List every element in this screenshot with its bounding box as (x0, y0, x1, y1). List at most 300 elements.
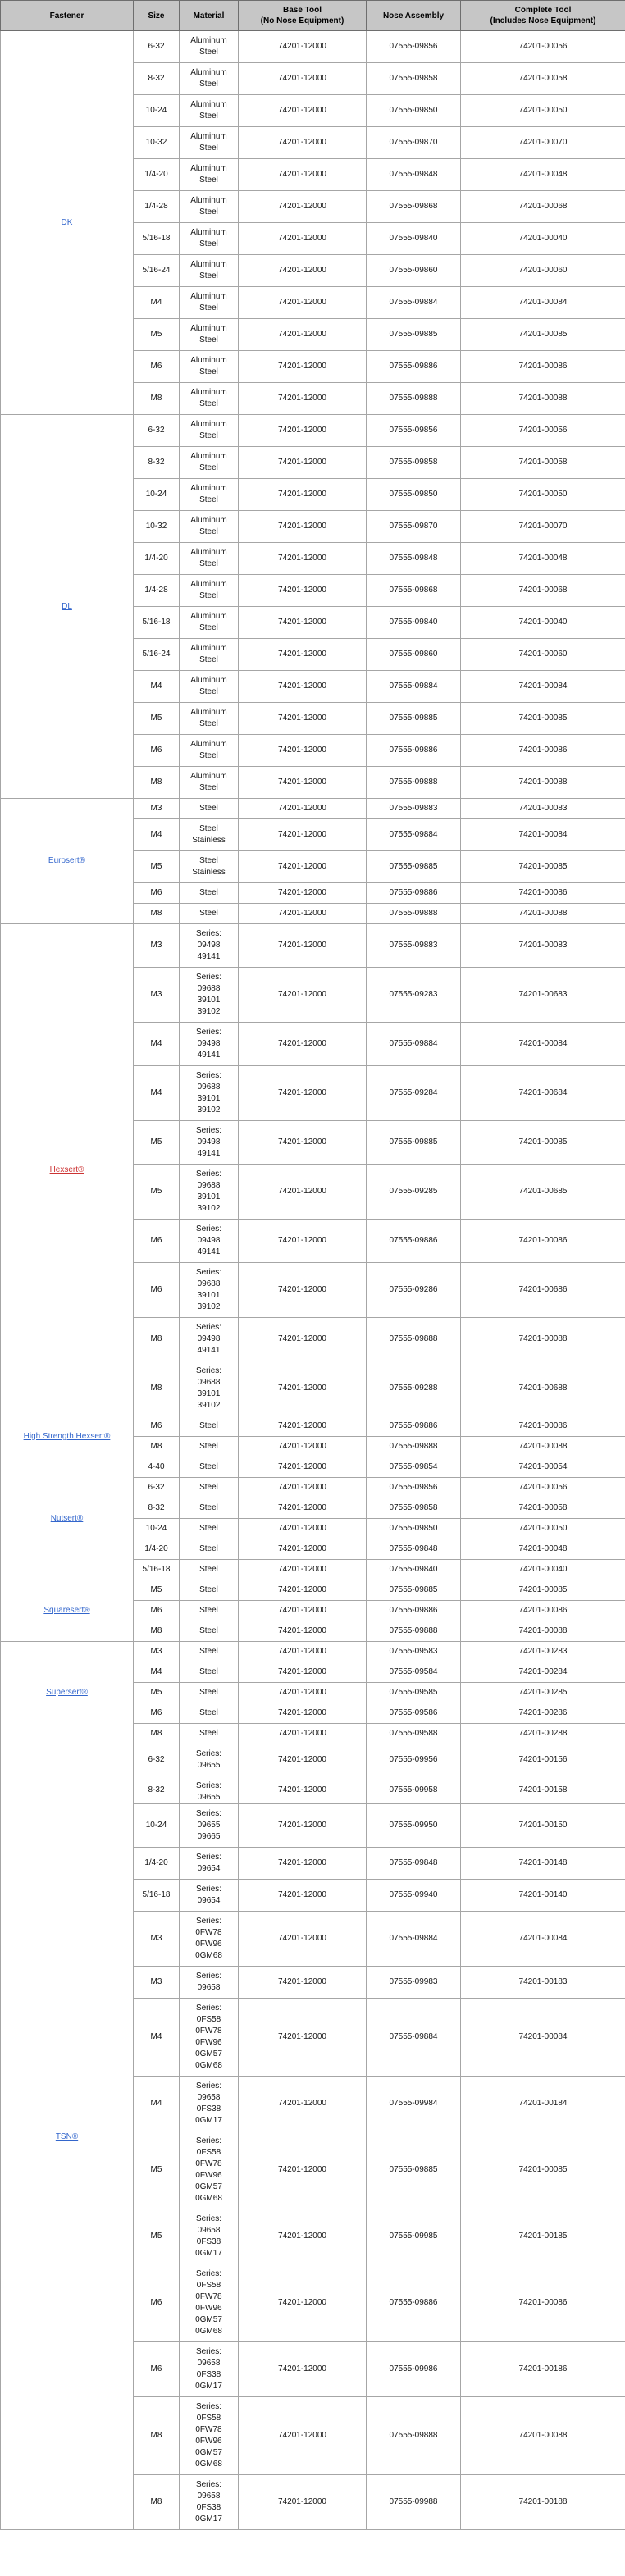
material-text: Aluminum Steel (190, 164, 227, 185)
base-tool-cell: 74201-12000 (239, 95, 367, 127)
base-tool-cell: 74201-12000 (239, 2475, 367, 2530)
col-header-size (134, 1, 180, 31)
table-row (1, 1416, 625, 1437)
base-tool-cell: 74201-12000 (239, 904, 367, 924)
nose-assembly-cell: 07555-09888 (367, 383, 461, 415)
size-cell: 10-32 (134, 511, 180, 543)
complete-tool-cell: 74201-00058 (461, 447, 625, 479)
material-cell (180, 2209, 239, 2264)
material-cell (180, 1498, 239, 1519)
table-row (1, 1457, 625, 1478)
size-cell: 5/16-18 (134, 607, 180, 639)
fastener-link-nutsert[interactable]: Nutsert® (50, 1513, 84, 1523)
size-cell: 8-32 (134, 63, 180, 95)
header-row (1, 1, 625, 31)
material-cell (180, 1519, 239, 1539)
fastener-cell-supersert (1, 1642, 134, 1744)
material-cell (180, 904, 239, 924)
material-text: Aluminum Steel (190, 516, 227, 536)
size-cell: 10-24 (134, 479, 180, 511)
base-tool-cell: 74201-12000 (239, 819, 367, 851)
nose-assembly-cell: 07555-09958 (367, 1776, 461, 1804)
material-text: Aluminum Steel (190, 260, 227, 280)
nose-assembly-cell: 07555-09285 (367, 1165, 461, 1220)
base-tool-cell: 74201-12000 (239, 924, 367, 968)
size-cell: M4 (134, 1023, 180, 1066)
size-cell: M8 (134, 1724, 180, 1744)
material-cell (180, 63, 239, 95)
base-tool-cell: 74201-12000 (239, 1437, 367, 1457)
material-cell (180, 1457, 239, 1478)
complete-tool-cell: 74201-00070 (461, 511, 625, 543)
nose-assembly-cell: 07555-09883 (367, 799, 461, 819)
size-cell: M4 (134, 1066, 180, 1121)
nose-assembly-cell: 07555-09586 (367, 1703, 461, 1724)
complete-tool-cell: 74201-00086 (461, 1416, 625, 1437)
size-cell: 5/16-18 (134, 1880, 180, 1912)
material-cell (180, 1683, 239, 1703)
base-tool-cell: 74201-12000 (239, 2264, 367, 2342)
complete-tool-cell: 74201-00084 (461, 819, 625, 851)
base-tool-cell: 74201-12000 (239, 1724, 367, 1744)
complete-tool-cell: 74201-00048 (461, 543, 625, 575)
size-cell: 4-40 (134, 1457, 180, 1478)
complete-tool-cell: 74201-00056 (461, 415, 625, 447)
material-cell (180, 223, 239, 255)
base-tool-cell: 74201-12000 (239, 671, 367, 703)
material-cell (180, 1601, 239, 1621)
col-header-fastener (1, 1, 134, 31)
size-cell: 10-24 (134, 1519, 180, 1539)
material-text: Steel (199, 1626, 218, 1635)
material-cell (180, 1880, 239, 1912)
material-cell (180, 735, 239, 767)
size-cell: M6 (134, 2342, 180, 2397)
material-cell (180, 671, 239, 703)
material-text: Steel (199, 1483, 218, 1492)
size-cell: M4 (134, 671, 180, 703)
nose-assembly-cell: 07555-09860 (367, 639, 461, 671)
material-text: Series: 0FS58 0FW78 0FW96 0GM57 0GM68 (195, 2136, 222, 2203)
complete-tool-cell: 74201-00083 (461, 799, 625, 819)
base-tool-cell: 74201-12000 (239, 1478, 367, 1498)
complete-tool-cell: 74201-00056 (461, 1478, 625, 1498)
material-cell (180, 1539, 239, 1560)
base-tool-cell: 74201-12000 (239, 2397, 367, 2475)
size-cell: M5 (134, 851, 180, 883)
size-cell: M6 (134, 883, 180, 904)
material-cell (180, 255, 239, 287)
complete-tool-cell: 74201-00688 (461, 1361, 625, 1416)
base-tool-cell: 74201-12000 (239, 883, 367, 904)
complete-tool-cell: 74201-00058 (461, 63, 625, 95)
complete-tool-cell: 74201-00183 (461, 1967, 625, 1999)
material-text: Aluminum Steel (190, 324, 227, 344)
size-cell: M6 (134, 1601, 180, 1621)
col-header-nose-assembly (367, 1, 461, 31)
size-cell: M6 (134, 351, 180, 383)
nose-assembly-cell: 07555-09868 (367, 191, 461, 223)
nose-assembly-cell: 07555-09885 (367, 1580, 461, 1601)
size-cell: M8 (134, 1361, 180, 1416)
nose-assembly-cell: 07555-09850 (367, 479, 461, 511)
size-cell: M6 (134, 735, 180, 767)
material-cell (180, 1621, 239, 1642)
material-cell (180, 968, 239, 1023)
material-cell (180, 1912, 239, 1967)
nose-assembly-cell: 07555-09884 (367, 671, 461, 703)
size-cell: M6 (134, 2264, 180, 2342)
col-header-material-label: Material (193, 11, 225, 21)
nose-assembly-cell: 07555-09888 (367, 1437, 461, 1457)
material-text: Aluminum Steel (190, 292, 227, 312)
table-row (1, 31, 625, 63)
nose-assembly-cell: 07555-09885 (367, 851, 461, 883)
material-cell (180, 799, 239, 819)
col-header-complete-tool (461, 1, 625, 31)
table-body (1, 31, 625, 2530)
col-header-base-tool-line2: (No Nose Equipment) (260, 16, 344, 25)
material-cell (180, 1361, 239, 1416)
complete-tool-cell: 74201-00085 (461, 1580, 625, 1601)
size-cell: 5/16-18 (134, 223, 180, 255)
base-tool-cell: 74201-12000 (239, 1621, 367, 1642)
size-cell: M3 (134, 1967, 180, 1999)
nose-assembly-cell: 07555-09884 (367, 1912, 461, 1967)
base-tool-cell: 74201-12000 (239, 31, 367, 63)
base-tool-cell: 74201-12000 (239, 319, 367, 351)
nose-assembly-cell: 07555-09884 (367, 1023, 461, 1066)
size-cell: M3 (134, 1912, 180, 1967)
size-cell: M8 (134, 767, 180, 799)
material-text: Series: 09654 (195, 1853, 222, 1873)
material-text: Steel (199, 909, 218, 918)
material-text: Series: 09688 39101 39102 (195, 973, 222, 1016)
base-tool-cell: 74201-12000 (239, 1165, 367, 1220)
nose-assembly-cell: 07555-09860 (367, 255, 461, 287)
material-cell (180, 2077, 239, 2131)
nose-assembly-cell: 07555-09886 (367, 735, 461, 767)
nose-assembly-cell: 07555-09585 (367, 1683, 461, 1703)
nose-assembly-cell: 07555-09888 (367, 767, 461, 799)
fastener-link-dl[interactable]: DL (62, 601, 72, 611)
nose-assembly-cell: 07555-09840 (367, 223, 461, 255)
material-text: Steel (199, 1565, 218, 1574)
material-text: Steel (199, 1667, 218, 1676)
complete-tool-cell: 74201-00086 (461, 1220, 625, 1263)
material-text: Series: 09688 39101 39102 (195, 1366, 222, 1410)
base-tool-cell: 74201-12000 (239, 2131, 367, 2209)
nose-assembly-cell: 07555-09886 (367, 351, 461, 383)
base-tool-cell: 74201-12000 (239, 1642, 367, 1662)
nose-assembly-cell: 07555-09884 (367, 287, 461, 319)
fastener-cell-eurosert (1, 799, 134, 924)
nose-assembly-cell: 07555-09985 (367, 2209, 461, 2264)
base-tool-cell: 74201-12000 (239, 223, 367, 255)
size-cell: 5/16-24 (134, 639, 180, 671)
base-tool-cell: 74201-12000 (239, 1519, 367, 1539)
complete-tool-cell: 74201-00050 (461, 479, 625, 511)
base-tool-cell: 74201-12000 (239, 1662, 367, 1683)
fastener-link-high-strength-hexsert[interactable]: High Strength Hexsert® (23, 1431, 111, 1441)
fastener-cell-tsn (1, 1744, 134, 2530)
material-cell (180, 415, 239, 447)
complete-tool-cell: 74201-00156 (461, 1744, 625, 1776)
material-text: Steel (199, 1442, 218, 1451)
complete-tool-cell: 74201-00060 (461, 639, 625, 671)
table-row (1, 415, 625, 447)
complete-tool-cell: 74201-00068 (461, 575, 625, 607)
nose-assembly-cell: 07555-09984 (367, 2077, 461, 2131)
complete-tool-cell: 74201-00284 (461, 1662, 625, 1683)
size-cell: 1/4-28 (134, 191, 180, 223)
base-tool-cell: 74201-12000 (239, 1416, 367, 1437)
nose-assembly-cell: 07555-09850 (367, 1519, 461, 1539)
size-cell: 6-32 (134, 1744, 180, 1776)
base-tool-cell: 74201-12000 (239, 1776, 367, 1804)
nose-assembly-cell: 07555-09886 (367, 2264, 461, 2342)
fastener-cell-high-strength-hexsert (1, 1416, 134, 1457)
material-cell (180, 31, 239, 63)
complete-tool-cell: 74201-00685 (461, 1165, 625, 1220)
base-tool-cell: 74201-12000 (239, 2342, 367, 2397)
nose-assembly-cell: 07555-09868 (367, 575, 461, 607)
material-text: Series: 09498 49141 (195, 929, 222, 961)
size-cell: 5/16-24 (134, 255, 180, 287)
size-cell: M5 (134, 703, 180, 735)
nose-assembly-cell: 07555-09858 (367, 63, 461, 95)
material-text: Steel (199, 1462, 218, 1471)
complete-tool-cell: 74201-00086 (461, 2264, 625, 2342)
complete-tool-cell: 74201-00088 (461, 383, 625, 415)
nose-assembly-cell: 07555-09886 (367, 1220, 461, 1263)
base-tool-cell: 74201-12000 (239, 127, 367, 159)
nose-assembly-cell: 07555-09870 (367, 511, 461, 543)
base-tool-cell: 74201-12000 (239, 1066, 367, 1121)
base-tool-cell: 74201-12000 (239, 1560, 367, 1580)
nose-assembly-cell: 07555-09888 (367, 904, 461, 924)
nose-assembly-cell: 07555-09986 (367, 2342, 461, 2397)
base-tool-cell: 74201-12000 (239, 735, 367, 767)
material-text: Steel (199, 1524, 218, 1533)
nose-assembly-cell: 07555-09848 (367, 159, 461, 191)
material-text: Series: 09658 0FS38 0GM17 (195, 2347, 222, 2391)
base-tool-cell: 74201-12000 (239, 1999, 367, 2077)
base-tool-cell: 74201-12000 (239, 543, 367, 575)
nose-assembly-cell: 07555-09848 (367, 1539, 461, 1560)
material-text: Aluminum Steel (190, 548, 227, 568)
table-row (1, 1580, 625, 1601)
material-cell (180, 1318, 239, 1361)
size-cell: M4 (134, 819, 180, 851)
nose-assembly-cell: 07555-09858 (367, 1498, 461, 1519)
complete-tool-cell: 74201-00048 (461, 1539, 625, 1560)
material-text: Steel (199, 1688, 218, 1697)
nose-assembly-cell: 07555-09848 (367, 543, 461, 575)
col-header-size-label: Size (148, 11, 165, 21)
material-text: Aluminum Steel (190, 676, 227, 696)
complete-tool-cell: 74201-00058 (461, 1498, 625, 1519)
fastener-link-hexsert[interactable]: Hexsert® (49, 1165, 84, 1174)
base-tool-cell: 74201-12000 (239, 1361, 367, 1416)
complete-tool-cell: 74201-00084 (461, 1912, 625, 1967)
material-cell (180, 2342, 239, 2397)
fastener-link-tsn[interactable]: TSN® (55, 2131, 79, 2141)
nose-assembly-cell: 07555-09288 (367, 1361, 461, 1416)
fastener-link-squaresert[interactable]: Squaresert® (43, 1606, 90, 1615)
material-text: Series: 09498 49141 (195, 1323, 222, 1355)
fastener-link-dk[interactable]: DK (61, 217, 73, 227)
complete-tool-cell: 74201-00040 (461, 223, 625, 255)
fastener-link-eurosert[interactable]: Eurosert® (48, 856, 86, 865)
material-cell (180, 1220, 239, 1263)
material-text: Steel (199, 1544, 218, 1553)
nose-assembly-cell: 07555-09885 (367, 703, 461, 735)
material-text: Aluminum Steel (190, 68, 227, 89)
nose-assembly-cell: 07555-09956 (367, 1744, 461, 1776)
nose-assembly-cell: 07555-09888 (367, 1621, 461, 1642)
base-tool-cell: 74201-12000 (239, 2077, 367, 2131)
complete-tool-cell: 74201-00084 (461, 671, 625, 703)
material-text: Series: 09688 39101 39102 (195, 1071, 222, 1115)
material-cell (180, 1437, 239, 1457)
nose-assembly-cell: 07555-09286 (367, 1263, 461, 1318)
base-tool-cell: 74201-12000 (239, 1457, 367, 1478)
size-cell: M8 (134, 1318, 180, 1361)
nose-assembly-cell: 07555-09884 (367, 819, 461, 851)
complete-tool-cell: 74201-00085 (461, 319, 625, 351)
material-text: Aluminum Steel (190, 612, 227, 632)
base-tool-cell: 74201-12000 (239, 1880, 367, 1912)
material-text: Aluminum Steel (190, 36, 227, 57)
size-cell: 10-24 (134, 95, 180, 127)
complete-tool-cell: 74201-00056 (461, 31, 625, 63)
complete-tool-cell: 74201-00088 (461, 2397, 625, 2475)
base-tool-cell: 74201-12000 (239, 159, 367, 191)
material-cell (180, 1263, 239, 1318)
material-text: Series: 09654 (195, 1885, 222, 1905)
complete-tool-cell: 74201-00060 (461, 255, 625, 287)
material-text: Series: 09658 0FS38 0GM17 (195, 2081, 222, 2125)
nose-assembly-cell: 07555-09588 (367, 1724, 461, 1744)
complete-tool-cell: 74201-00140 (461, 1880, 625, 1912)
material-cell (180, 1776, 239, 1804)
material-cell (180, 1724, 239, 1744)
base-tool-cell: 74201-12000 (239, 575, 367, 607)
complete-tool-cell: 74201-00088 (461, 904, 625, 924)
nose-assembly-cell: 07555-09983 (367, 1967, 461, 1999)
size-cell: 1/4-20 (134, 159, 180, 191)
material-text: Aluminum Steel (190, 356, 227, 376)
complete-tool-cell: 74201-00148 (461, 1848, 625, 1880)
size-cell: 6-32 (134, 1478, 180, 1498)
nose-assembly-cell: 07555-09848 (367, 1848, 461, 1880)
complete-tool-cell: 74201-00286 (461, 1703, 625, 1724)
material-cell (180, 287, 239, 319)
complete-tool-cell: 74201-00288 (461, 1724, 625, 1744)
fastener-cell-hexsert (1, 924, 134, 1416)
base-tool-cell: 74201-12000 (239, 1744, 367, 1776)
material-text: Steel (199, 1585, 218, 1594)
complete-tool-cell: 74201-00283 (461, 1642, 625, 1662)
nose-assembly-cell: 07555-09888 (367, 2397, 461, 2475)
size-cell: M6 (134, 1416, 180, 1437)
material-cell (180, 883, 239, 904)
material-text: Aluminum Steel (190, 580, 227, 600)
base-tool-cell: 74201-12000 (239, 1121, 367, 1165)
material-text: Series: 09498 49141 (195, 1224, 222, 1256)
size-cell: M4 (134, 1999, 180, 2077)
base-tool-cell: 74201-12000 (239, 1804, 367, 1848)
fastener-cell-nutsert (1, 1457, 134, 1580)
fastener-link-supersert[interactable]: Supersert® (46, 1688, 88, 1697)
size-cell: 10-32 (134, 127, 180, 159)
material-text: Series: 0FS58 0FW78 0FW96 0GM57 0GM68 (195, 2269, 222, 2336)
material-cell (180, 1804, 239, 1848)
material-text: Aluminum Steel (190, 740, 227, 760)
material-cell (180, 1744, 239, 1776)
material-cell (180, 2475, 239, 2530)
material-cell (180, 1416, 239, 1437)
base-tool-cell: 74201-12000 (239, 287, 367, 319)
base-tool-cell: 74201-12000 (239, 1848, 367, 1880)
nose-assembly-cell: 07555-09885 (367, 319, 461, 351)
base-tool-cell: 74201-12000 (239, 968, 367, 1023)
material-text: Series: 0FS58 0FW78 0FW96 0GM57 0GM68 (195, 2004, 222, 2070)
material-text: Series: 0FW78 0FW96 0GM68 (195, 1917, 222, 1960)
material-cell (180, 2264, 239, 2342)
fastener-cell-dl (1, 415, 134, 799)
base-tool-cell: 74201-12000 (239, 63, 367, 95)
col-header-material (180, 1, 239, 31)
base-tool-cell: 74201-12000 (239, 1703, 367, 1724)
material-cell (180, 1642, 239, 1662)
base-tool-cell: 74201-12000 (239, 1580, 367, 1601)
material-text: Series: 09688 39101 39102 (195, 1169, 222, 1213)
table-row (1, 1744, 625, 1776)
base-tool-cell: 74201-12000 (239, 767, 367, 799)
material-cell (180, 767, 239, 799)
size-cell: 8-32 (134, 1776, 180, 1804)
size-cell: M5 (134, 1580, 180, 1601)
complete-tool-cell: 74201-00085 (461, 851, 625, 883)
material-cell (180, 1848, 239, 1880)
nose-assembly-cell: 07555-09856 (367, 415, 461, 447)
material-cell (180, 479, 239, 511)
base-tool-cell: 74201-12000 (239, 1220, 367, 1263)
nose-assembly-cell: 07555-09840 (367, 607, 461, 639)
complete-tool-cell: 74201-00188 (461, 2475, 625, 2530)
material-text: Steel (199, 1421, 218, 1430)
material-text: Steel (199, 1647, 218, 1656)
material-text: Aluminum Steel (190, 484, 227, 504)
base-tool-cell: 74201-12000 (239, 607, 367, 639)
material-cell (180, 639, 239, 671)
nose-assembly-cell: 07555-09988 (367, 2475, 461, 2530)
nose-assembly-cell: 07555-09856 (367, 1478, 461, 1498)
material-cell (180, 319, 239, 351)
complete-tool-cell: 74201-00054 (461, 1457, 625, 1478)
material-text: Steel (199, 888, 218, 897)
nose-assembly-cell: 07555-09850 (367, 95, 461, 127)
nose-assembly-cell: 07555-09584 (367, 1662, 461, 1683)
size-cell: 8-32 (134, 447, 180, 479)
nose-assembly-cell: 07555-09886 (367, 1416, 461, 1437)
complete-tool-cell: 74201-00158 (461, 1776, 625, 1804)
material-cell (180, 851, 239, 883)
table-row (1, 924, 625, 968)
material-cell (180, 2131, 239, 2209)
